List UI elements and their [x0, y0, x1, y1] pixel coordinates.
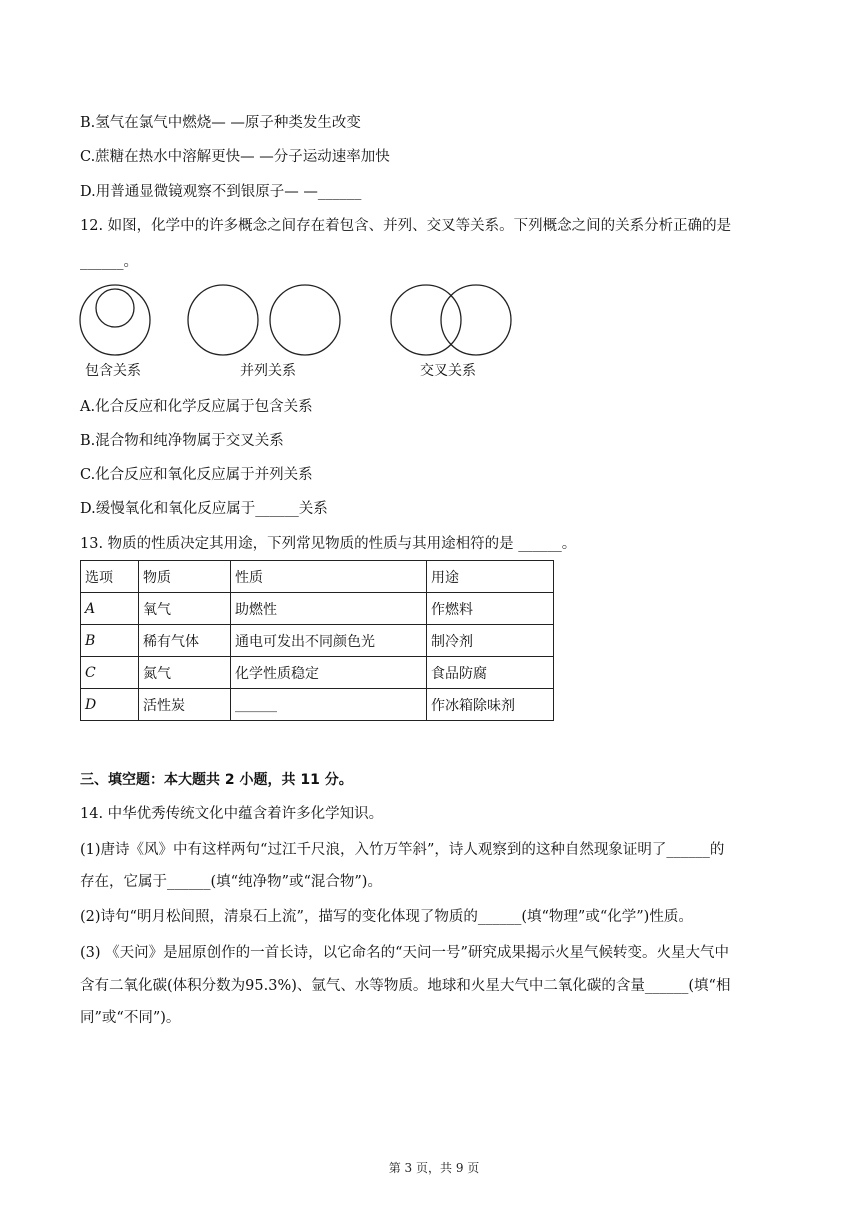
- header-property: 性质: [231, 561, 427, 593]
- intersection-label: 交叉关系: [420, 363, 476, 379]
- q12-option-d: D.缓慢氧化和氧化反应属于______关系: [80, 501, 328, 517]
- cell-use: 作冰箱除味剂: [427, 689, 554, 721]
- q14-part1-line1: (1)唐诗《风》中有这样两句“过江千尺浪，入竹万竿斜”，诗人观察到的这种自然现象证明了______的: [80, 842, 725, 858]
- cell-option: C: [81, 657, 139, 689]
- header-substance: 物质: [139, 561, 231, 593]
- q14-part3-line2: 含有二氧化碳(体积分数为95.3%)、氩气、水等物质。地球和火星大气中二氧化碳的含量______(填“相: [80, 978, 731, 994]
- table-header-row: [81, 561, 554, 593]
- q12-option-b: B.混合物和纯净物属于交叉关系: [80, 433, 284, 449]
- table-row: [81, 657, 554, 689]
- header-option: 选项: [81, 561, 139, 593]
- inclusion-outer-circle: [80, 285, 150, 355]
- q14-stem: 14. 中华优秀传统文化中蕴含着许多化学知识。: [80, 806, 384, 822]
- cell-substance: 氧气: [139, 593, 231, 625]
- q11-option-d: D.用普通显微镜观察不到银原子— —______: [80, 184, 362, 200]
- cell-use: 制冷剂: [427, 625, 554, 657]
- intersect-right-circle: [441, 285, 511, 355]
- table-row: [81, 625, 554, 657]
- q14-part2: (2)诗句“明月松间照，清泉石上流”，描写的变化体现了物质的______(填“物理”或“化学”)性质。: [80, 909, 693, 925]
- parallel-left-circle: [188, 285, 258, 355]
- cell-option: B: [81, 625, 139, 657]
- inclusion-label: 包含关系: [85, 363, 141, 379]
- parallel-label: 并列关系: [240, 363, 296, 379]
- cell-substance: 氮气: [139, 657, 231, 689]
- q11-option-c: C.蔗糖在热水中溶解更快— —分子运动速率加快: [80, 149, 390, 165]
- cell-property: 化学性质稳定: [231, 657, 427, 689]
- cell-substance: 活性炭: [139, 689, 231, 721]
- cell-property: ______: [231, 689, 427, 721]
- q11-option-b: B.氢气在氯气中燃烧— —原子种类发生改变: [80, 115, 361, 131]
- page-number: 第 3 页，共 9 页: [388, 1161, 480, 1175]
- table-row: [81, 593, 554, 625]
- q14-part3-line3: 同”或“不同”)。: [80, 1010, 181, 1026]
- cell-property: 通电可发出不同颜色光: [231, 625, 427, 657]
- section-title: 三、填空题：本大题共 2 小题，共 11 分。: [80, 772, 353, 788]
- cell-option: A: [81, 593, 139, 625]
- table-row: [81, 689, 554, 721]
- venn-diagrams: [70, 280, 540, 360]
- inclusion-inner-circle: [96, 289, 134, 327]
- properties-table: [80, 560, 554, 721]
- relationship-diagrams: [70, 280, 540, 390]
- cell-substance: 稀有气体: [139, 625, 231, 657]
- q12-stem: 12. 如图，化学中的许多概念之间存在着包含、并列、交叉等关系。下列概念之间的关系分析正确的是: [80, 218, 732, 234]
- q12-option-a: A.化合反应和化学反应属于包含关系: [80, 399, 313, 415]
- cell-use: 作燃料: [427, 593, 554, 625]
- header-use: 用途: [427, 561, 554, 593]
- cell-use: 食品防腐: [427, 657, 554, 689]
- q14-part1-line2: 存在，它属于______(填“纯净物”或“混合物”)。: [80, 874, 382, 890]
- q13-stem: 13. 物质的性质决定其用途，下列常见物质的性质与其用途相符的是 ______。: [80, 536, 577, 552]
- parallel-right-circle: [270, 285, 340, 355]
- cell-property: 助燃性: [231, 593, 427, 625]
- q14-part3-line1: (3) 《天问》是屈原创作的一首长诗，以它命名的“天问一号”研究成果揭示火星气候转变。火星大气中: [80, 945, 729, 961]
- q12-stem-blank: ______。: [80, 254, 138, 270]
- q12-option-c: C.化合反应和氧化反应属于并列关系: [80, 467, 313, 483]
- cell-option: D: [81, 689, 139, 721]
